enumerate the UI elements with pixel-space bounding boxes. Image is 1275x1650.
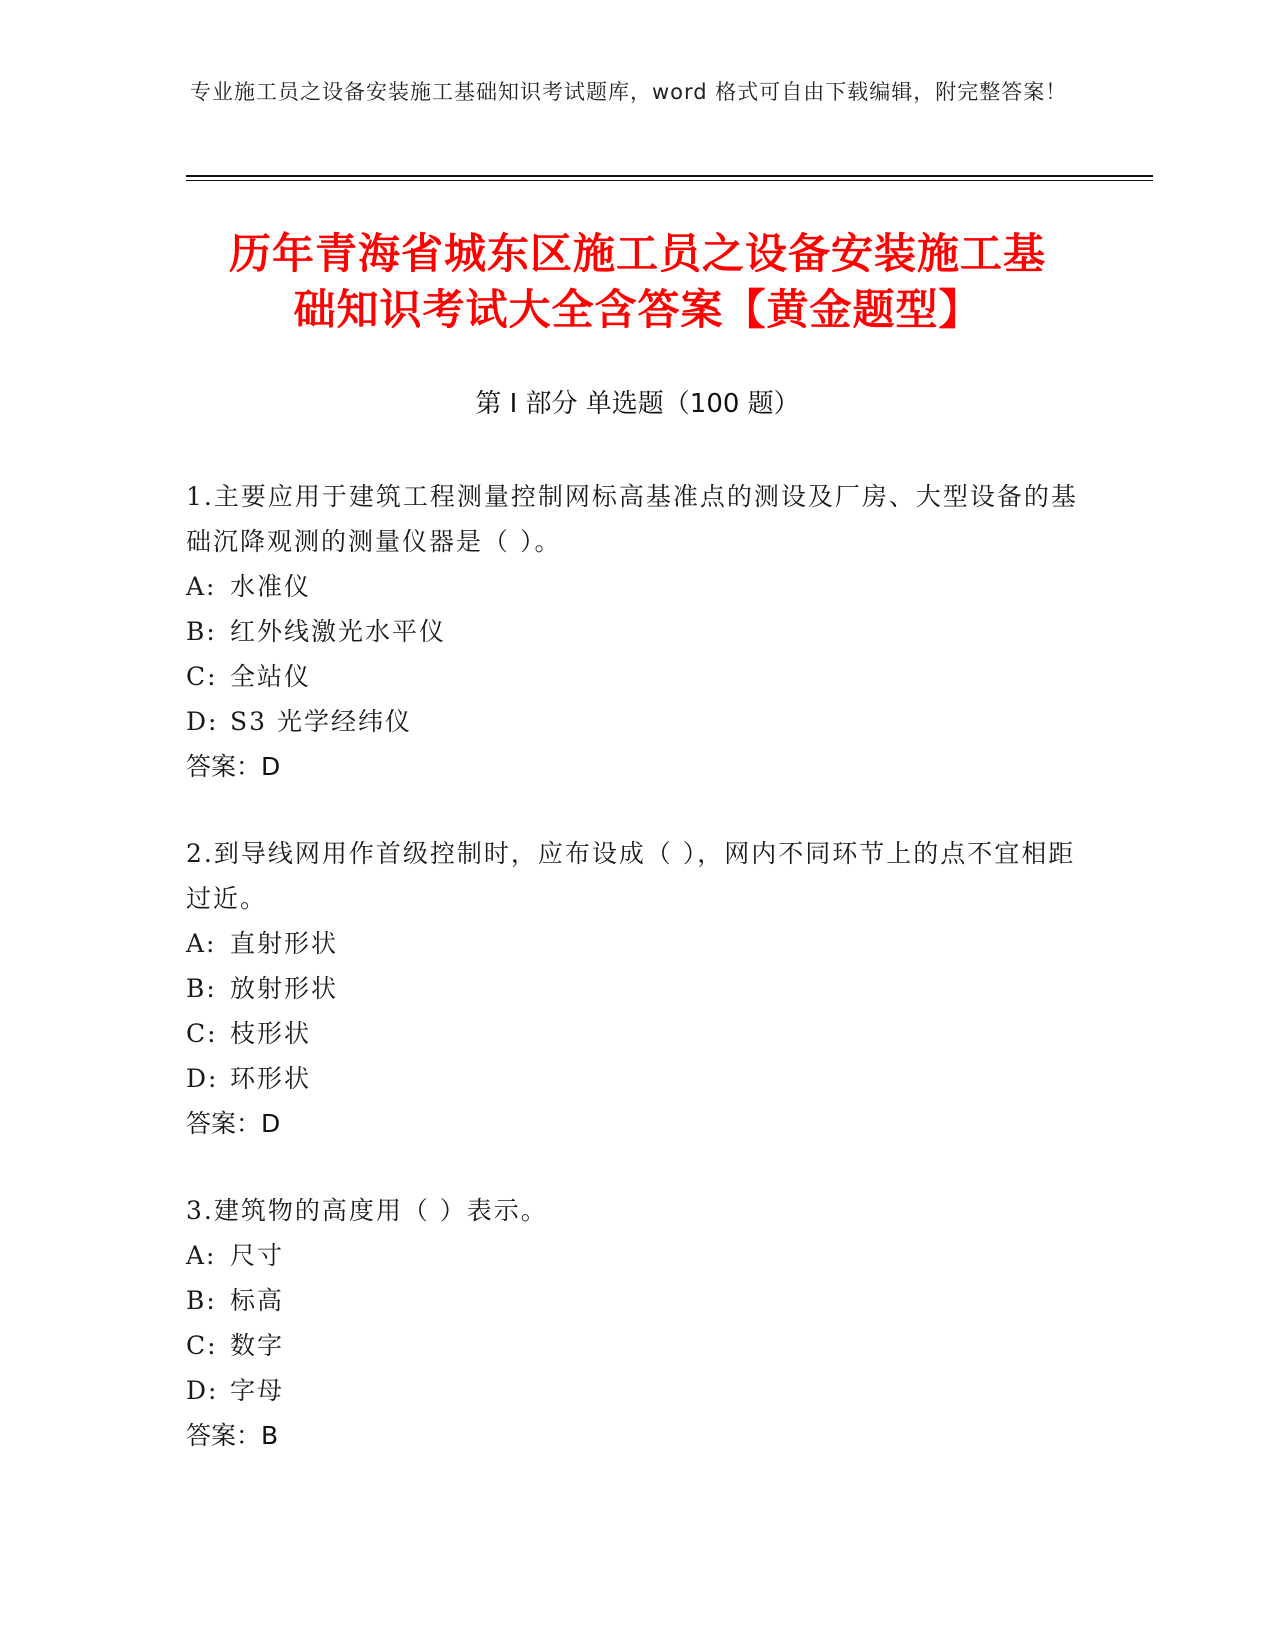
option-d <box>186 699 1086 744</box>
option-text: 枝形状 <box>230 1019 312 1048</box>
option-a <box>186 921 1086 966</box>
option-text: 尺寸 <box>230 1241 285 1270</box>
option-d <box>186 1368 1086 1413</box>
document-title-line-1: 历年青海省城东区施工员之设备安装施工基 <box>228 229 1046 278</box>
document-title-line-2: 础知识考试大全含答案【黄金题型】 <box>293 285 982 334</box>
option-key: D: <box>186 1376 219 1405</box>
answer: 答案：D <box>186 752 281 781</box>
option-text: 环形状 <box>230 1064 312 1093</box>
option-a <box>186 564 1086 609</box>
question-list <box>186 474 1086 1500</box>
option-b <box>186 966 1086 1011</box>
option-key: A: <box>186 929 217 958</box>
option-b <box>186 1278 1086 1323</box>
option-d <box>186 1056 1086 1101</box>
question-stem: 1.主要应用于建筑工程测量控制网标高基准点的测设及厂房、大型设备的基础沉降观测的测量仪器是（ ）。 <box>186 482 1078 556</box>
option-text: 标高 <box>230 1286 285 1315</box>
option-text: 水准仪 <box>230 572 312 601</box>
option-c <box>186 1011 1086 1056</box>
option-key: C: <box>186 1331 218 1360</box>
option-c <box>186 654 1086 699</box>
option-text: 直射形状 <box>230 929 339 958</box>
option-a <box>186 1233 1086 1278</box>
header-note: 专业施工员之设备安装施工基础知识考试题库，word 格式可自由下载编辑，附完整答案！ <box>190 80 1068 104</box>
option-key: A: <box>186 572 217 601</box>
option-text: 放射形状 <box>230 974 339 1003</box>
question-stem: 2.到导线网用作首级控制时，应布设成（ ），网内不同环节上的点不宜相距过近。 <box>186 839 1076 913</box>
option-key: D: <box>186 1064 219 1093</box>
option-key: B: <box>186 974 217 1003</box>
option-key: B: <box>186 1286 217 1315</box>
document-title <box>150 226 1125 338</box>
option-text: 数字 <box>230 1331 285 1360</box>
header-divider-thick <box>186 175 1153 177</box>
option-key: A: <box>186 1241 217 1270</box>
option-text: 红外线激光水平仪 <box>230 617 447 646</box>
option-text: 字母 <box>230 1376 285 1405</box>
option-key: D: <box>186 707 219 736</box>
section-title: 第 I 部分 单选题（100 题） <box>475 389 800 419</box>
option-text: 全站仪 <box>230 662 312 691</box>
question-2 <box>186 831 1086 1146</box>
option-text: S3 光学经纬仪 <box>230 707 412 736</box>
option-key: B: <box>186 617 217 646</box>
answer: 答案：D <box>186 1109 281 1138</box>
header-divider-thin <box>186 180 1153 181</box>
question-1 <box>186 474 1086 789</box>
option-key: C: <box>186 662 218 691</box>
option-key: C: <box>186 1019 218 1048</box>
option-b <box>186 609 1086 654</box>
question-3 <box>186 1188 1086 1458</box>
question-stem: 3.建筑物的高度用（ ）表示。 <box>186 1196 548 1225</box>
option-c <box>186 1323 1086 1368</box>
answer: 答案：B <box>186 1421 279 1450</box>
